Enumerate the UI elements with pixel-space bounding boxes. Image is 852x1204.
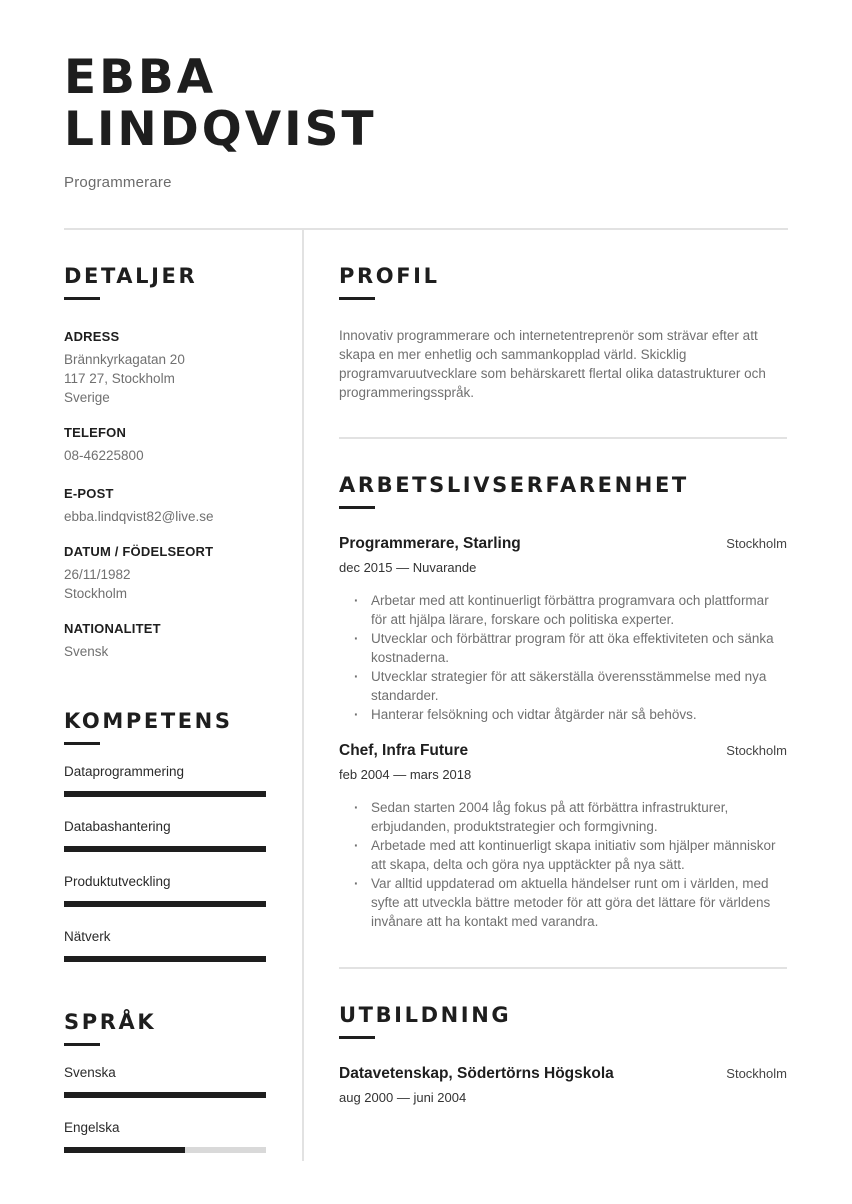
profile-text: Innovativ programmerare och internetentreprenör som strävar efter att skapa en mer enhetlig och sammankopplad värld. Skicklig programvaruutvecklare som behärskarett flertal olika datastrukturer och programmeringsspråk. bbox=[339, 328, 766, 400]
skill-item bbox=[64, 873, 266, 907]
education-dates: aug 2000 — juni 2004 bbox=[339, 1090, 467, 1105]
column-divider bbox=[302, 228, 304, 1161]
skill-item bbox=[64, 928, 266, 962]
level-fill bbox=[64, 1092, 266, 1098]
details-section bbox=[64, 262, 266, 661]
level-bar bbox=[64, 1092, 266, 1098]
detail-phone bbox=[64, 424, 266, 465]
bullet-item: · Sedan starten 2004 låg fokus på att förbättra infrastrukturer, erbjudanden, produktstrategier och formgivning. bbox=[339, 798, 787, 836]
job-entry bbox=[339, 742, 787, 931]
heading-accent bbox=[339, 297, 375, 300]
header-divider bbox=[64, 228, 788, 230]
education-header bbox=[339, 1065, 787, 1083]
email-value: ebba.lindqvist82@live.se bbox=[64, 509, 214, 524]
job-title: Programmerare bbox=[64, 174, 172, 191]
heading-accent bbox=[64, 742, 100, 745]
level-bar bbox=[64, 901, 266, 907]
profile-section bbox=[339, 262, 787, 402]
level-fill bbox=[64, 901, 266, 907]
left-column bbox=[64, 262, 266, 1153]
skill-item bbox=[64, 763, 266, 797]
address-line: Brännkyrkagatan 20 bbox=[64, 352, 185, 367]
bullet-item: · Arbetade med att kontinuerligt skapa initiativ som hjälper människor att skapa, delta och göra nya upptäckter på nya sätt. bbox=[339, 836, 787, 874]
level-bar bbox=[64, 791, 266, 797]
experience-section bbox=[339, 471, 787, 931]
item-name: Databashantering bbox=[64, 819, 171, 834]
education-entry bbox=[339, 1065, 787, 1107]
job-entry bbox=[339, 535, 787, 724]
skills-section bbox=[64, 707, 266, 962]
profile-heading: PROFIL bbox=[339, 264, 440, 288]
item-name: Dataprogrammering bbox=[64, 764, 185, 779]
detail-nationality bbox=[64, 620, 266, 661]
detail-address bbox=[64, 328, 266, 407]
job-dates: feb 2004 — mars 2018 bbox=[339, 767, 472, 782]
bullet-item: · Var alltid uppdaterad om aktuella händelser runt om i världen, med syfte att utveckla bättre metoder för att göra det lättare för världens invånare att ha kontakt med varandra. bbox=[339, 874, 787, 931]
languages-section bbox=[64, 1008, 266, 1153]
job-bullets bbox=[339, 798, 787, 931]
detail-label: NATIONALITET bbox=[64, 621, 161, 636]
first-name: EBBA bbox=[64, 50, 217, 105]
detail-birth bbox=[64, 543, 266, 603]
bullet-item: · Arbetar med att kontinuerligt förbättra programvara och plattformar för att hjälpa lärare, forskare och politiska experter. bbox=[339, 591, 787, 629]
bullet-item: · Hanterar felsökning och vidtar åtgärder när så behövs. bbox=[339, 705, 787, 724]
education-heading: UTBILDNING bbox=[339, 1003, 512, 1027]
level-bar bbox=[64, 1147, 266, 1153]
last-name: LINDQVIST bbox=[64, 102, 377, 157]
job-location: Stockholm bbox=[726, 743, 787, 758]
details-heading: DETALJER bbox=[64, 264, 198, 288]
detail-label: DATUM / FÖDELSEORT bbox=[64, 544, 214, 559]
item-name: Produktutveckling bbox=[64, 874, 171, 889]
job-header bbox=[339, 535, 787, 553]
address-line: 117 27, Stockholm bbox=[64, 371, 175, 386]
job-bullets bbox=[339, 591, 787, 724]
level-fill bbox=[64, 956, 266, 962]
birth-place: Stockholm bbox=[64, 586, 128, 601]
detail-label: ADRESS bbox=[64, 329, 120, 344]
language-item bbox=[64, 1119, 266, 1153]
skills-heading: KOMPETENS bbox=[64, 709, 233, 733]
right-column bbox=[339, 262, 787, 1107]
job-location: Stockholm bbox=[726, 536, 787, 551]
section-divider bbox=[339, 437, 787, 439]
heading-accent bbox=[64, 297, 100, 300]
job-title: Chef, Infra Future bbox=[339, 742, 469, 759]
experience-heading: ARBETSLIVSERFARENHET bbox=[339, 473, 689, 497]
section-divider bbox=[339, 967, 787, 969]
bullet-item: · Utvecklar och förbättrar program för att öka effektiviteten och sänka kostnaderna. bbox=[339, 629, 787, 667]
heading-accent bbox=[64, 1043, 100, 1046]
languages-heading: SPRÅK bbox=[64, 1010, 157, 1034]
item-name: Nätverk bbox=[64, 929, 111, 944]
heading-accent bbox=[339, 506, 375, 509]
language-item bbox=[64, 1064, 266, 1098]
job-header bbox=[339, 742, 787, 760]
item-name: Engelska bbox=[64, 1120, 120, 1135]
detail-label: E-POST bbox=[64, 486, 114, 501]
level-fill bbox=[64, 846, 266, 852]
phone-value: 08-46225800 bbox=[64, 448, 144, 463]
education-title: Datavetenskap, Södertörns Högskola bbox=[339, 1065, 614, 1082]
candidate-name bbox=[64, 52, 377, 156]
level-bar bbox=[64, 956, 266, 962]
education-location: Stockholm bbox=[726, 1066, 787, 1081]
item-name: Svenska bbox=[64, 1065, 116, 1080]
job-title: Programmerare, Starling bbox=[339, 535, 521, 552]
level-fill bbox=[64, 791, 266, 797]
skill-item bbox=[64, 818, 266, 852]
nationality-value: Svensk bbox=[64, 644, 109, 659]
birth-date: 26/11/1982 bbox=[64, 567, 131, 582]
job-dates: dec 2015 — Nuvarande bbox=[339, 560, 477, 575]
education-section bbox=[339, 1001, 787, 1107]
heading-accent bbox=[339, 1036, 375, 1039]
bullet-item: · Utvecklar strategier för att säkerställa överensstämmelse med nya standarder. bbox=[339, 667, 787, 705]
address-line: Sverige bbox=[64, 390, 110, 405]
level-bar bbox=[64, 846, 266, 852]
level-fill bbox=[64, 1147, 185, 1153]
detail-email bbox=[64, 485, 266, 526]
detail-label: TELEFON bbox=[64, 425, 127, 440]
